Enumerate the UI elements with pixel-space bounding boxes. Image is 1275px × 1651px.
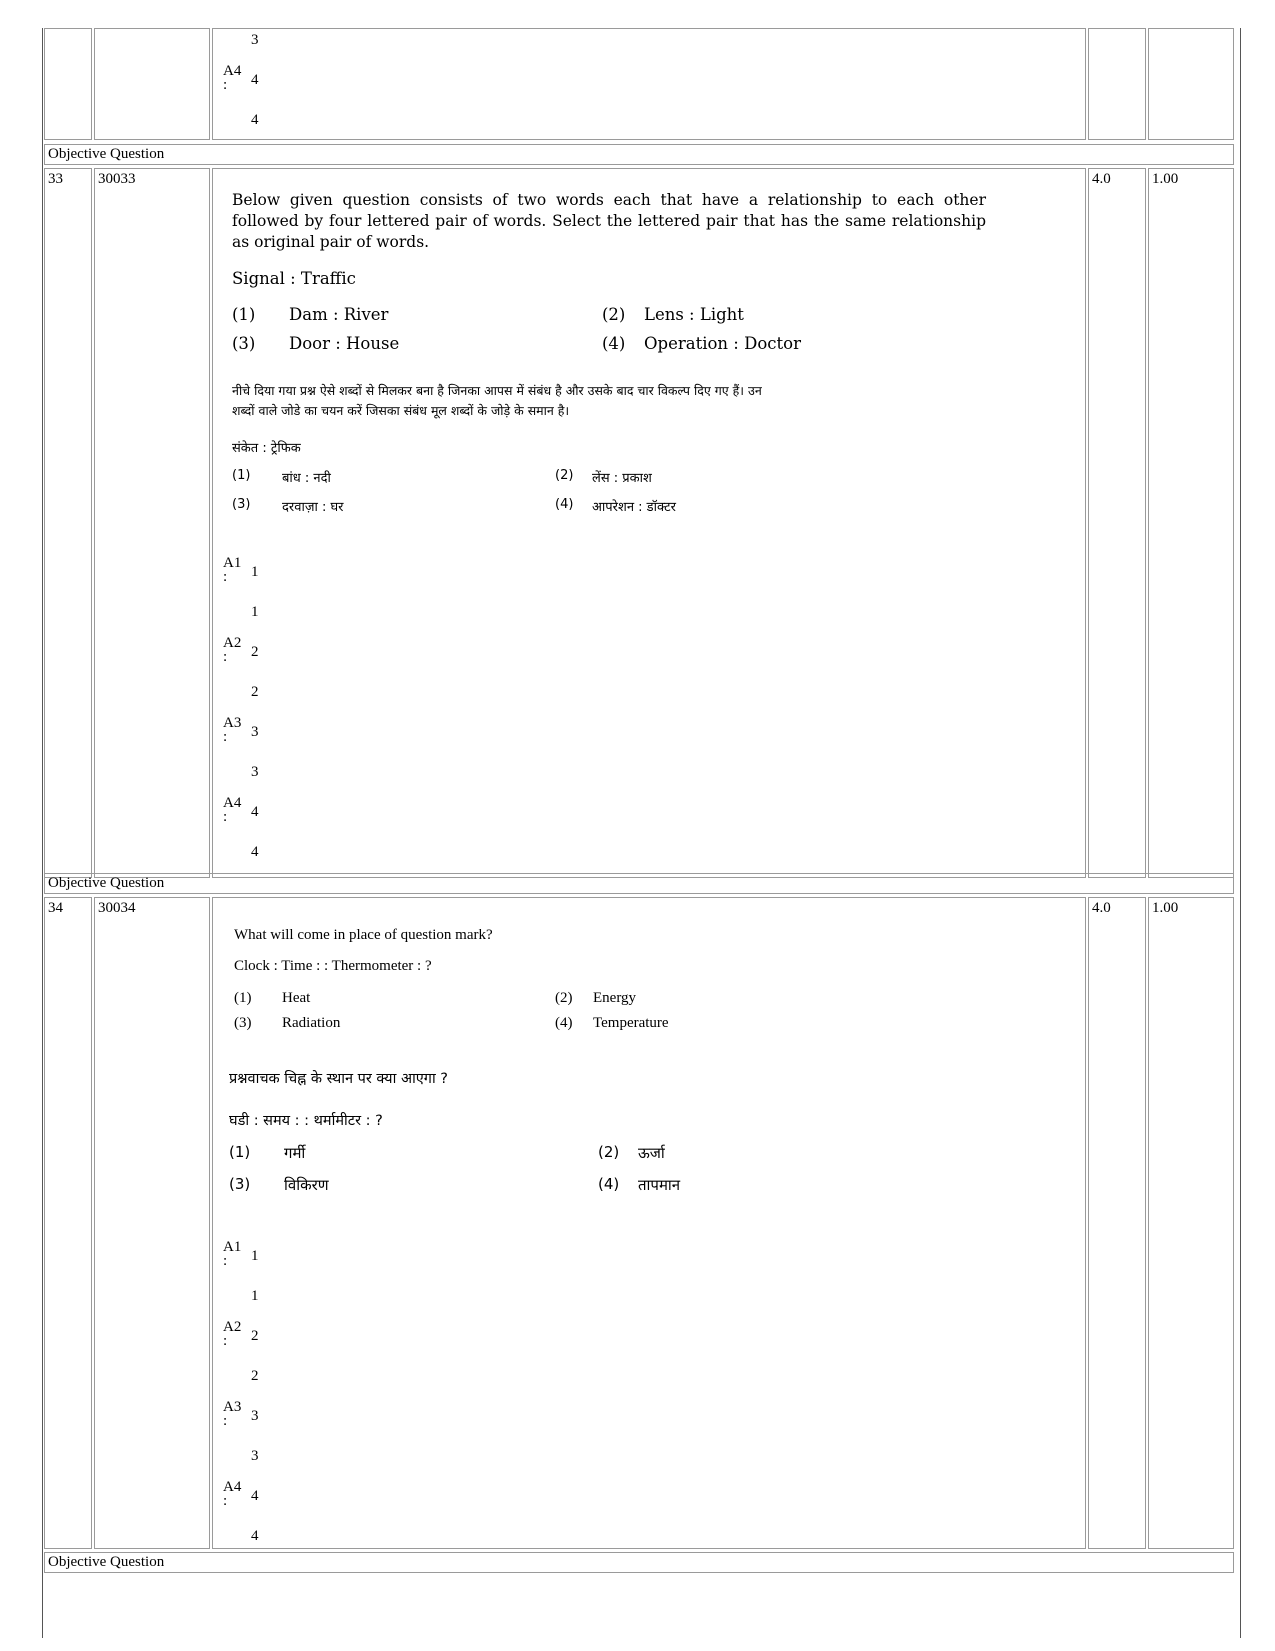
q34-english-stem: What will come in place of question mark?	[234, 927, 493, 943]
question-id: 30033	[98, 171, 136, 187]
q33-english-prompt: Signal : Traffic	[232, 269, 356, 288]
q34-marks-cell	[1088, 897, 1146, 1549]
page-border-right	[1240, 28, 1241, 1638]
top-marks-cell	[1088, 28, 1146, 140]
top-id-cell	[94, 28, 210, 140]
q34-id-cell	[94, 897, 210, 1549]
q33-hindi-option-2: (2) लेंस : प्रकाश	[555, 468, 652, 486]
q33-hindi-stem-line2: शब्दों वाले जोडे का चयन करें जिसका संबंध मूल शब्दों के जोड़े के समान है।	[232, 403, 570, 418]
q34-option-3: (3) Radiation	[234, 1015, 341, 1031]
q33-id-cell	[94, 168, 210, 878]
top-serial-cell	[44, 28, 92, 140]
q34-question-cell	[212, 897, 1086, 1549]
q33-option-2: (2) Lens : Light	[602, 305, 744, 324]
q33-hindi-option-3: (3) दरवाज़ा : घर	[232, 497, 344, 515]
answer-label: A3 :	[223, 1399, 242, 1429]
marks: 4.0	[1092, 171, 1111, 187]
answer-value-repeat: 4	[251, 1528, 259, 1544]
q33-serial-cell	[44, 168, 92, 878]
section-banner: Objective Question	[44, 144, 1234, 165]
q34-hindi-option-1: (1) गर्मी	[229, 1143, 306, 1162]
answer-label: A1 :	[223, 555, 242, 585]
answer-value: 4	[251, 1488, 259, 1504]
answer-label: A2 :	[223, 1319, 242, 1349]
negative-marks: 1.00	[1152, 900, 1179, 916]
q33-negative-cell	[1148, 168, 1234, 878]
q34-option-2: (2) Energy	[555, 990, 637, 1006]
answer-value-repeat: 3	[251, 764, 259, 780]
q33-option-3: (3) Door : House	[232, 334, 400, 353]
q34-hindi-option-4: (4) तापमान	[598, 1175, 681, 1194]
answer-value-repeat: 2	[251, 1368, 259, 1384]
answer-label: A4 :	[223, 1479, 242, 1509]
q34-option-4: (4) Temperature	[555, 1015, 669, 1031]
q33-marks-cell	[1088, 168, 1146, 878]
q33-hindi-option-4: (4) आपरेशन : डॉक्टर	[555, 497, 676, 515]
serial-number: 33	[48, 171, 63, 187]
q34-hindi-option-3: (3) विकिरण	[229, 1175, 329, 1194]
answer-value: 1	[251, 564, 259, 580]
q34-hindi-option-2: (2) ऊर्जा	[598, 1143, 665, 1162]
answer-value-repeat: 4	[251, 112, 259, 128]
answer-value: 2	[251, 1328, 259, 1344]
answer-value-repeat: 1	[251, 1288, 259, 1304]
q33-hindi-stem-line1: नीचे दिया गया प्रश्न ऐसे शब्दों से मिलकर बना है जिनका आपस में संबंध है और उसके बाद चार विकल्प दिए गए हैं। उन	[232, 383, 762, 398]
answer-value: 2	[251, 644, 259, 660]
q34-english-prompt: Clock : Time : : Thermometer : ?	[234, 958, 432, 974]
answer-label: A2 :	[223, 635, 242, 665]
answer-value: 4	[251, 804, 259, 820]
answer-value: 3	[251, 1408, 259, 1424]
answer-label: A3 :	[223, 715, 242, 745]
section-banner: Objective Question	[44, 873, 1234, 894]
q33-option-4: (4) Operation : Doctor	[602, 334, 801, 353]
answer-value-repeat: 3	[251, 1448, 259, 1464]
answer-value: 3	[251, 724, 259, 740]
answer-label: A4 :	[223, 63, 242, 93]
serial-number: 34	[48, 900, 63, 916]
answer-label: A4 :	[223, 795, 242, 825]
q33-option-1: (1) Dam : River	[232, 305, 389, 324]
answer-value: 4	[251, 72, 259, 88]
question-id: 30034	[98, 900, 136, 916]
q34-option-1: (1) Heat	[234, 990, 311, 1006]
negative-marks: 1.00	[1152, 171, 1179, 187]
q33-hindi-prompt: संकेत : ट्रेफिक	[232, 441, 301, 456]
answer-value-repeat: 4	[251, 844, 259, 860]
answer-value-repeat: 2	[251, 684, 259, 700]
answer-value: 1	[251, 1248, 259, 1264]
answer-value-repeat: 1	[251, 604, 259, 620]
q34-hindi-prompt: घडी : समय : : थर्मामीटर : ?	[229, 1113, 383, 1129]
page-border-left	[42, 28, 43, 1638]
top-question-cell	[212, 28, 1086, 140]
answer-value: 3	[251, 32, 259, 48]
q34-hindi-stem: प्रश्नवाचक चिह्न के स्थान पर क्या आएगा ?	[229, 1071, 449, 1087]
top-negative-cell	[1148, 28, 1234, 140]
q33-english-stem: Below given question consists of two words each that have a relationship to each other followed by four lettered pair of words. Select the lettered pair that has the same relationship as original pair of words.	[232, 191, 986, 251]
q34-negative-cell	[1148, 897, 1234, 1549]
answer-label: A1 :	[223, 1239, 242, 1269]
q34-serial-cell	[44, 897, 92, 1549]
section-banner: Objective Question	[44, 1552, 1234, 1573]
q33-hindi-option-1: (1) बांध : नदी	[232, 468, 331, 486]
marks: 4.0	[1092, 900, 1111, 916]
